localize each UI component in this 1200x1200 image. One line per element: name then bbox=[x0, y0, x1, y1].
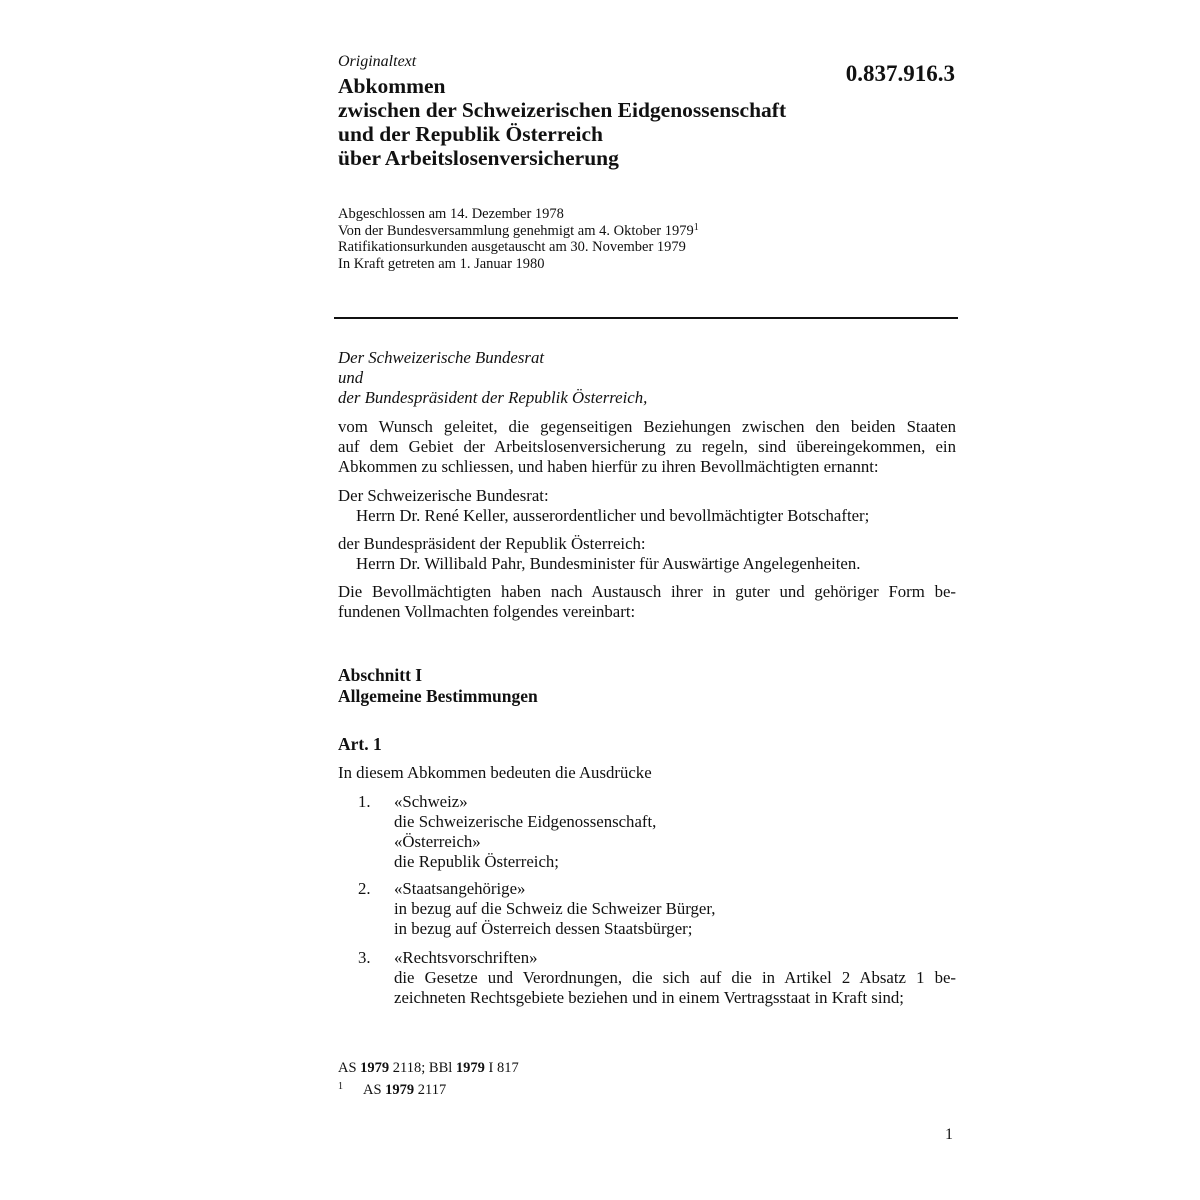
austria-label: der Bundespräsident der Republik Österreich: bbox=[338, 534, 646, 553]
dates-block bbox=[338, 206, 699, 272]
preamble-paragraph bbox=[338, 417, 956, 477]
party-line: der Bundespräsident der Republik Österreich, bbox=[338, 388, 648, 407]
closing-line: Die Bevollmächtigten haben nach Austausch ihrer in guter und gehöriger Form be- bbox=[338, 582, 956, 601]
page-number: 1 bbox=[945, 1126, 953, 1143]
title-line: Abkommen bbox=[338, 74, 446, 98]
item-number: 3. bbox=[358, 948, 371, 967]
section-heading bbox=[338, 665, 538, 707]
fn-suffix: 2117 bbox=[414, 1082, 447, 1098]
swiss-label: Der Schweizerische Bundesrat: bbox=[338, 486, 549, 505]
preamble-line: auf dem Gebiet der Arbeitslosenversicherung zu regeln, sind übereingekommen, ein bbox=[338, 437, 956, 456]
item-content bbox=[394, 792, 956, 872]
item-content bbox=[394, 948, 956, 1008]
section-number: Abschnitt I bbox=[338, 665, 423, 685]
ref-prefix: AS bbox=[338, 1060, 361, 1076]
austria-representative: Herrn Dr. Willibald Pahr, Bundesminister für Auswärtige Angelegenheiten. bbox=[356, 554, 861, 573]
ref-suffix: I 817 bbox=[484, 1060, 519, 1076]
swiss-representative: Herrn Dr. René Keller, ausserordentlicher und bevollmächtigter Botschafter; bbox=[356, 506, 870, 525]
date-in-force: In Kraft getreten am 1. Januar 1980 bbox=[338, 255, 545, 272]
austria-plenipotentiary bbox=[338, 534, 860, 574]
item-number: 2. bbox=[358, 879, 371, 898]
item-line: in bezug auf Österreich dessen Staatsbürger; bbox=[394, 919, 693, 938]
contracting-parties bbox=[338, 348, 647, 408]
closing-paragraph bbox=[338, 582, 956, 622]
item-line: «Staatsangehörige» bbox=[394, 879, 526, 898]
publication-reference bbox=[338, 1060, 519, 1077]
footnote-mark[interactable]: 1 bbox=[693, 221, 699, 233]
item-line: «Österreich» bbox=[394, 832, 481, 851]
fn-year: 1979 bbox=[385, 1082, 415, 1098]
title-line: über Arbeitslosenversicherung bbox=[338, 146, 619, 170]
item-line: «Rechtsvorschriften» bbox=[394, 948, 538, 967]
footnote-1 bbox=[338, 1081, 446, 1099]
item-line: «Schweiz» bbox=[394, 792, 468, 811]
article-heading: Art. 1 bbox=[338, 734, 382, 754]
item-number: 1. bbox=[358, 792, 371, 811]
ref-year: 1979 bbox=[360, 1060, 390, 1076]
date-approved-line bbox=[338, 223, 699, 240]
ref-mid: 2118; BBl bbox=[389, 1060, 456, 1076]
item-line: zeichneten Rechtsgebiete beziehen und in einem Vertragsstaat in Kraft sind; bbox=[394, 988, 904, 1007]
party-line: Der Schweizerische Bundesrat bbox=[338, 348, 544, 367]
item-line: die Gesetze und Verordnungen, die sich auf die in Artikel 2 Absatz 1 be- bbox=[394, 968, 956, 987]
item-content bbox=[394, 879, 956, 939]
preamble-line: Abkommen zu schliessen, und haben hierfür zu ihren Bevollmächtigten ernannt: bbox=[338, 457, 879, 476]
section-title: Allgemeine Bestimmungen bbox=[338, 686, 538, 706]
date-approved: Von der Bundesversammlung genehmigt am 4. Oktober 1979 bbox=[338, 222, 694, 239]
originaltext-label: Originaltext bbox=[338, 53, 417, 70]
closing-line: fundenen Vollmachten folgendes vereinbart: bbox=[338, 602, 636, 621]
swiss-plenipotentiary bbox=[338, 486, 869, 526]
sr-number: 0.837.916.3 bbox=[845, 61, 955, 86]
footnote-number: 1 bbox=[338, 1081, 343, 1092]
horizontal-rule bbox=[334, 317, 958, 319]
article-intro: In diesem Abkommen bedeuten die Ausdrücke bbox=[338, 763, 652, 782]
fn-prefix: AS bbox=[363, 1082, 386, 1098]
party-line: und bbox=[338, 368, 364, 387]
preamble-line: vom Wunsch geleitet, die gegenseitigen Beziehungen zwischen den beiden Staaten bbox=[338, 417, 956, 436]
document-title bbox=[338, 74, 938, 170]
item-line: die Republik Österreich; bbox=[394, 852, 559, 871]
title-line: und der Republik Österreich bbox=[338, 122, 604, 146]
title-line: zwischen der Schweizerischen Eidgenossenschaft bbox=[338, 98, 787, 122]
item-line: die Schweizerische Eidgenossenschaft, bbox=[394, 812, 657, 831]
item-line: in bezug auf die Schweiz die Schweizer Bürger, bbox=[394, 899, 716, 918]
date-ratification: Ratifikationsurkunden ausgetauscht am 30. November 1979 bbox=[338, 239, 686, 255]
ref-year: 1979 bbox=[455, 1060, 485, 1076]
date-concluded: Abgeschlossen am 14. Dezember 1978 bbox=[338, 206, 564, 222]
